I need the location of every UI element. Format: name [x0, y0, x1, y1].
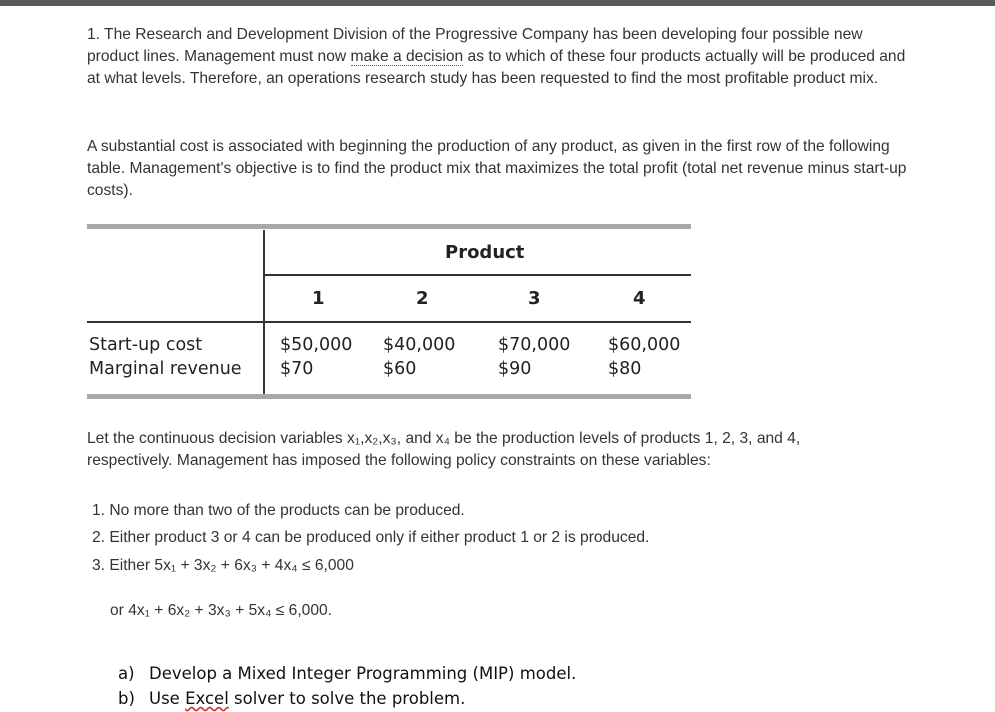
constraint-1: 1. No more than two of the products can be produced. [92, 502, 465, 519]
constraint-3-alternative: or 4x₁ + 6x₂ + 3x₃ + 5x₄ ≤ 6,000. [110, 602, 332, 619]
question-a [118, 662, 576, 686]
column-header-1: 1 [312, 288, 325, 309]
problem-intro-paragraph [87, 24, 907, 90]
question-a-text: Develop a Mixed Integer Programming (MIP) model. [149, 664, 577, 683]
spellcheck-marked-word: Excel [185, 689, 229, 708]
startup-cost-product-2: $40,000 [383, 335, 456, 355]
question-b-text-end: solver to solve the problem. [228, 689, 466, 708]
marginal-revenue-product-1: $70 [280, 359, 314, 379]
table-bottom-rule [87, 394, 691, 399]
column-header-2: 2 [416, 288, 429, 309]
marginal-revenue-product-2: $60 [383, 359, 417, 379]
variables-line-1: Let the continuous decision variables x₁,x₂,x₃, and x₄ be the production levels of products 1, 2, 3, and 4, [87, 430, 801, 447]
variables-paragraph [87, 428, 967, 472]
row-label-marginal-revenue: Marginal revenue [89, 359, 242, 379]
intro-text-start: 1. The Research and Development Division of the Progressive Company has been developing four possible new product lines. Management must now [87, 26, 863, 65]
question-b-text-start: Use [149, 689, 186, 708]
table-top-rule [87, 224, 691, 229]
variables-line-2: respectively. Management has imposed the following policy constraints on these variables: [87, 452, 711, 469]
question-b-label: b) [118, 689, 135, 708]
product-header: Product [445, 242, 525, 263]
startup-cost-paragraph: A substantial cost is associated with beginning the production of any product, as given in the first row of the following table. Management's objective is to find the product mix that maximizes the total profit (total net revenue minus start-up costs). [87, 138, 907, 199]
column-header-4: 4 [633, 288, 646, 309]
marginal-revenue-product-3: $90 [498, 359, 532, 379]
product-table [87, 224, 691, 400]
columns-underline [87, 321, 691, 323]
column-header-3: 3 [528, 288, 541, 309]
intro-text-end: as to which of these four products actually will be produced and at what levels. Therefore, an operations research study has been requested to find the most profitable product mix. [87, 48, 906, 87]
marginal-revenue-product-4: $80 [608, 359, 642, 379]
startup-cost-product-3: $70,000 [498, 335, 571, 355]
constraint-3: 3. Either 5x₁ + 3x₂ + 6x₃ + 4x₄ ≤ 6,000 [92, 557, 354, 574]
header-underline [263, 274, 691, 276]
grammar-marked-phrase: make a decision [350, 48, 464, 65]
startup-cost-product-1: $50,000 [280, 335, 353, 355]
window-top-border [0, 0, 995, 6]
table-vertical-rule [263, 230, 265, 394]
startup-cost-product-4: $60,000 [608, 335, 681, 355]
constraint-2: 2. Either product 3 or 4 can be produced only if either product 1 or 2 is produced. [92, 529, 650, 546]
question-b [118, 687, 465, 711]
question-a-label: a) [118, 664, 135, 683]
row-label-startup-cost: Start-up cost [89, 335, 203, 355]
